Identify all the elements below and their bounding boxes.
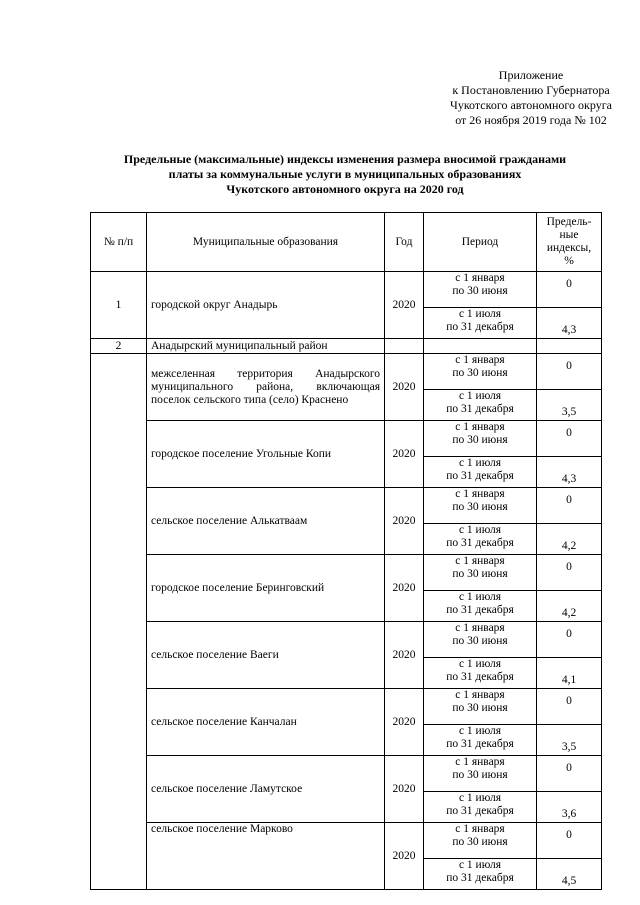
index-first-half: 0 — [537, 756, 602, 792]
table-row — [91, 689, 602, 725]
period-first-half — [424, 622, 537, 658]
index-first-half: 0 — [537, 555, 602, 591]
index-second-half: 4,2 — [537, 524, 602, 555]
index-second-half: 4,5 — [537, 859, 602, 890]
municipality-name: городское поселение Беринговский — [147, 555, 385, 622]
period-line: с 1 января — [455, 555, 505, 567]
index-first-half: 0 — [537, 272, 602, 308]
period-line: с 1 июля — [458, 725, 502, 737]
period-line: с 1 января — [455, 272, 505, 284]
title-line: Предельные (максимальные) индексы изменения размера вносимой гражданами — [123, 152, 567, 166]
indices-table — [90, 212, 602, 890]
index-first-half: 0 — [537, 622, 602, 658]
period-line: с 1 января — [455, 354, 505, 366]
row-number: 1 — [91, 272, 147, 339]
period-line: с 1 января — [455, 756, 505, 768]
period-second-half — [424, 725, 537, 756]
period-line: с 1 июля — [458, 591, 502, 603]
period-first-half — [424, 354, 537, 390]
period-line: по 31 декабря — [446, 470, 514, 482]
period-line: по 30 июня — [452, 367, 508, 379]
period-line: по 31 декабря — [446, 604, 514, 616]
period-line: по 31 декабря — [446, 537, 514, 549]
period-line: с 1 июля — [458, 457, 502, 469]
index-first-half: 0 — [537, 421, 602, 457]
period-line: с 1 июля — [458, 524, 502, 536]
municipality-name: городское поселение Угольные Копи — [147, 421, 385, 488]
title-line: платы за коммунальные услуги в муниципальных образованиях — [168, 167, 522, 181]
period-second-half — [424, 859, 537, 890]
year-value: 2020 — [385, 689, 424, 756]
period-line: по 30 июня — [452, 434, 508, 446]
period-line: по 31 декабря — [446, 321, 514, 333]
period-line: с 1 января — [455, 622, 505, 634]
period-first-half — [424, 689, 537, 725]
period-second-half — [424, 792, 537, 823]
period-first-half — [424, 756, 537, 792]
municipality-name: сельское поселение Марково — [147, 823, 385, 890]
index-second-half: 3,5 — [537, 390, 602, 421]
period-second-half — [424, 308, 537, 339]
table-row — [91, 823, 602, 859]
period-line: по 31 декабря — [446, 671, 514, 683]
header-num: № п/п — [91, 213, 147, 272]
table-row — [91, 622, 602, 658]
period-line: по 31 декабря — [446, 738, 514, 750]
index-first-half: 0 — [537, 488, 602, 524]
row-number: 2 — [91, 339, 147, 354]
municipality-name: городской округ Анадырь — [147, 272, 385, 339]
table-row — [91, 339, 602, 354]
period-line: по 30 июня — [452, 285, 508, 297]
period-line: по 31 декабря — [446, 805, 514, 817]
period-second-half — [424, 457, 537, 488]
index-second-half: 3,6 — [537, 792, 602, 823]
period-line: с 1 июля — [458, 390, 502, 402]
index-second-half: 4,3 — [537, 457, 602, 488]
municipality-name: сельское поселение Канчалан — [147, 689, 385, 756]
index-first-half: 0 — [537, 689, 602, 725]
header-index: Предель-ные индексы, % — [537, 213, 602, 272]
table-row — [91, 354, 602, 390]
empty-number-cell — [91, 354, 147, 890]
index-second-half: 4,1 — [537, 658, 602, 689]
empty-cell — [385, 339, 424, 354]
index-second-half: 4,3 — [537, 308, 602, 339]
table-row — [91, 421, 602, 457]
period-line: по 30 июня — [452, 702, 508, 714]
table-row — [91, 488, 602, 524]
period-second-half — [424, 658, 537, 689]
period-second-half — [424, 524, 537, 555]
appendix-block — [380, 68, 640, 128]
municipality-name: Анадырский муниципальный район — [147, 339, 385, 354]
period-first-half — [424, 488, 537, 524]
period-first-half — [424, 421, 537, 457]
year-value: 2020 — [385, 555, 424, 622]
index-second-half: 3,5 — [537, 725, 602, 756]
period-line: с 1 июля — [458, 792, 502, 804]
municipality-name: межселенная территория Анадырского муниципального района, включающая поселок сельского типа (село) Краснено — [147, 354, 385, 421]
index-first-half: 0 — [537, 823, 602, 859]
table-row — [91, 555, 602, 591]
period-line: с 1 января — [455, 689, 505, 701]
year-value: 2020 — [385, 272, 424, 339]
period-line: по 30 июня — [452, 635, 508, 647]
appendix-line: Приложение — [498, 68, 564, 82]
period-line: по 30 июня — [452, 769, 508, 781]
period-line: по 31 декабря — [446, 872, 514, 884]
period-second-half — [424, 591, 537, 622]
index-first-half: 0 — [537, 354, 602, 390]
municipality-name: сельское поселение Алькатваам — [147, 488, 385, 555]
empty-cell — [424, 339, 537, 354]
year-value: 2020 — [385, 354, 424, 421]
appendix-line: к Постановлению Губернатора — [452, 83, 610, 97]
table-row — [91, 272, 602, 308]
header-municipality: Муниципальные образования — [147, 213, 385, 272]
table-row — [91, 756, 602, 792]
period-line: по 31 декабря — [446, 403, 514, 415]
period-line: с 1 июля — [458, 859, 502, 871]
period-line: с 1 января — [455, 421, 505, 433]
period-line: с 1 июля — [458, 308, 502, 320]
period-second-half — [424, 390, 537, 421]
municipality-name: сельское поселение Ваеги — [147, 622, 385, 689]
period-first-half — [424, 823, 537, 859]
period-line: с 1 января — [455, 823, 505, 835]
header-year: Год — [385, 213, 424, 272]
period-line: по 30 июня — [452, 568, 508, 580]
period-first-half — [424, 555, 537, 591]
year-value: 2020 — [385, 488, 424, 555]
empty-cell — [537, 339, 602, 354]
period-line: с 1 июля — [458, 658, 502, 670]
header-period: Период — [424, 213, 537, 272]
title-line: Чукотского автономного округа на 2020 год — [226, 182, 464, 196]
period-line: по 30 июня — [452, 836, 508, 848]
document-title — [90, 152, 600, 197]
period-line: по 30 июня — [452, 501, 508, 513]
year-value: 2020 — [385, 823, 424, 890]
appendix-line: Чукотского автономного округа — [450, 98, 612, 112]
period-line: с 1 января — [455, 488, 505, 500]
table-header-row — [91, 213, 602, 272]
year-value: 2020 — [385, 622, 424, 689]
year-value: 2020 — [385, 421, 424, 488]
appendix-line: от 26 ноября 2019 года № 102 — [455, 113, 607, 127]
period-first-half — [424, 272, 537, 308]
municipality-name: сельское поселение Ламутское — [147, 756, 385, 823]
index-second-half: 4,2 — [537, 591, 602, 622]
year-value: 2020 — [385, 756, 424, 823]
